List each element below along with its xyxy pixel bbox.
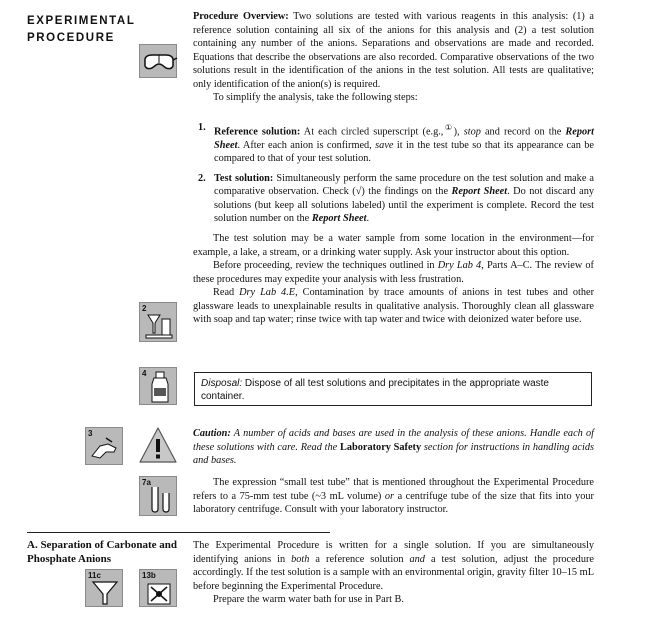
step-emphasis: stop: [463, 126, 481, 138]
centrifuge-icon: [139, 569, 177, 607]
circled-superscript: ①: [443, 123, 454, 132]
step-text: . After each anion is confirmed,: [237, 139, 376, 151]
step-number: 1.: [198, 122, 206, 133]
para-emphasis: and: [409, 553, 425, 565]
para-text: a centrifuge tube of the size that fits into your laboratory centrifuge. Consult with your laboratory instructor.: [193, 490, 594, 515]
section-heading-line1: EXPERIMENTAL: [27, 15, 136, 27]
review-paragraph: [193, 259, 594, 286]
step-text: and record on the: [480, 126, 566, 138]
para-text: The Experimental Procedure is written for a single solution. If you are simultaneously identifying anions in: [193, 540, 594, 565]
step-emphasis: save: [375, 139, 394, 151]
para-text: , Contamination by trace amounts of anions in test tubes and other glassware leads to unexplainable results in qualitative analysis. Thoroughly clean all glassware with soap and tap water; rinse twice with tap water and twice with deionized water before use.: [193, 287, 594, 325]
safety-goggles-icon: [139, 44, 177, 78]
test-tube-paragraph: [193, 476, 594, 517]
para-emphasis: both: [291, 553, 310, 565]
report-sheet-ref: Report Sheet: [451, 186, 508, 198]
dry-lab-ref: Dry Lab 4.E: [239, 287, 296, 298]
step-title: Test solution:: [214, 172, 274, 184]
para-text: Before proceeding, review the techniques outlined in: [213, 260, 438, 271]
para-text: Read: [213, 287, 240, 298]
environment-block: [193, 232, 594, 327]
caution-text: section for instructions in handling acids and bases.: [193, 441, 594, 466]
para-emphasis: or: [384, 490, 395, 502]
step-text: Simultaneously perform the same procedure on the test solution and make a comparative observation. Check (√) the findings on the: [214, 172, 594, 198]
warning-triangle-icon: [138, 425, 178, 465]
step-text: . Do not discard any solutions (but keep all solutions labeled) until the experiment is complete. Record the test solution number on the: [214, 186, 594, 225]
waste-bottle-icon: [139, 367, 177, 405]
section-heading: [27, 13, 167, 47]
part-a-divider: [27, 532, 330, 533]
test-tubes-icon: [139, 476, 177, 516]
lab-safety-ref: Laboratory Safety: [340, 441, 422, 453]
step-text: ),: [453, 126, 464, 138]
overview-simplify: To simplify the analysis, take the following steps:: [213, 92, 418, 103]
step-text: At each circled superscript (e.g.,: [300, 126, 444, 138]
step-title: Reference solution:: [214, 126, 301, 138]
gloved-hand-icon: [85, 427, 123, 465]
caution-paragraph: [193, 427, 594, 468]
disposal-notice: [194, 372, 592, 406]
technique-badge: 7a: [142, 478, 151, 487]
read-paragraph: [193, 286, 594, 327]
technique-badge: 4: [142, 369, 147, 378]
step-reference: [198, 121, 594, 166]
disposal-label: Disposal:: [201, 378, 243, 389]
part-a-heading: A. Separation of Carbonate and Phosphate Anions: [27, 539, 178, 565]
technique-badge: 3: [88, 429, 93, 438]
part-a-text: [193, 539, 594, 607]
overview-body: Two solutions are tested with various reagents in this analysis: (1) a reference solution containing all six of the anions for this analysis and (2) a test solution containing any number of the anions. Separations and observations are made and recorded. Equations that describe the observations are also recorded. Comparative observations of the two solutions result in the identification of the anions in the test solution. All tests are qualitative; only identification of the anion(s) is required.: [193, 11, 595, 90]
step-number: 2.: [198, 172, 206, 184]
technique-badge: 11c: [88, 571, 101, 580]
report-sheet-ref: Report Sheet: [214, 126, 595, 151]
step-text: it in the test tube so that its appearance can be compared to that of your test solution.: [214, 139, 594, 165]
filter-funnel-icon: [85, 569, 123, 607]
glassware-icon: [139, 302, 177, 342]
technique-badge: 13b: [142, 571, 156, 580]
disposal-text: Dispose of all test solutions and precipitates in the appropriate waste container.: [201, 378, 549, 402]
para-text: a reference solution: [309, 553, 410, 565]
dry-lab-ref: Dry Lab 4: [437, 260, 482, 271]
report-sheet-ref: Report Sheet: [311, 213, 367, 225]
para-text: a test solution, adjust the procedure accordingly. If the test solution is a sample with an environmental origin, gravity filter 10–15 mL before beginning the Experimental Procedure.: [193, 553, 594, 592]
steps-list: [198, 121, 594, 232]
caution-text: A number of acids and bases are used in the analysis of these anions. Handle each of these solutions with care. Read the: [193, 428, 594, 453]
para-text: The expression “small test tube” that is mentioned throughout the Experimental Procedure refers to a 75-mm test tube (~3 mL volume): [193, 477, 594, 502]
para-text: , Parts A–C. The review of these procedures may expedite your analysis with less frustration.: [193, 260, 594, 285]
caution-label: Caution:: [193, 428, 231, 439]
technique-badge: 2: [142, 304, 147, 313]
step-text: .: [366, 213, 370, 225]
warm-bath-paragraph: Prepare the warm water bath for use in Part B.: [213, 594, 405, 605]
step-test: [198, 172, 594, 226]
procedure-overview: [193, 10, 594, 105]
environment-paragraph: The test solution may be a water sample from some location in the environment—for example, a lake, a stream, or a drinking water supply. Ask your instructor about this option.: [193, 233, 594, 258]
section-heading-line2: PROCEDURE: [27, 32, 115, 44]
overview-title: Procedure Overview:: [193, 11, 289, 22]
